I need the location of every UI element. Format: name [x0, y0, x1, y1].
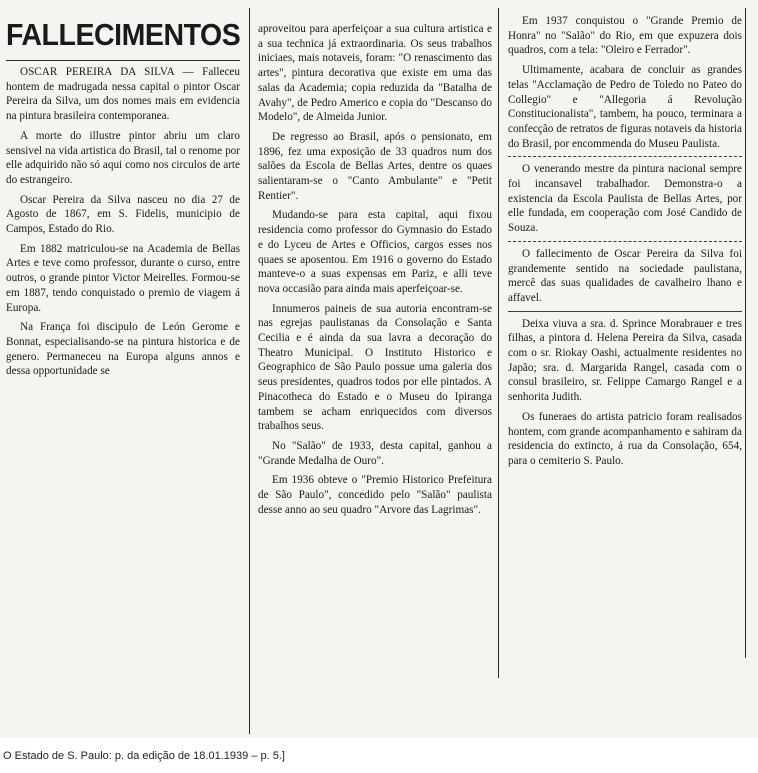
article-paragraph: A morte do illustre pintor abriu um claro sensivel na vida artistica do Brasil, tal o renome por elle adquirido não só aqui como nos circulos de arte do estrangeiro.	[6, 129, 240, 186]
article-paragraph: Em 1937 conquistou o "Grande Premio de Honra" no "Salão" do Rio, em que expuzera dois quadros, com a tela: "Oleiro e Ferrador".	[508, 15, 742, 57]
article-paragraph: O fallecimento de Oscar Pereira da Silva foi grandemente sentido na sociedade paulistana, mercê das suas qualidades de cavalheiro lhano e affavel.	[508, 247, 742, 304]
paragraph-separator	[508, 156, 742, 157]
article-paragraph: De regresso ao Brasil, após o pensionato, em 1896, fez uma exposição de 33 quadros num dos salões da Escola de Bellas Artes, dentre os quaes salientaram-se o "Canto Ambulante" e "Petit Rentier".	[258, 130, 492, 202]
article-column-1	[6, 16, 240, 728]
article-paragraph: Em 1882 matriculou-se na Academia de Bellas Artes e teve como professor, durante o curso, entre outros, o grande pintor Victor Meirelles. Formou-se em 1887, tendo conquistado o premio de viagem á Europa.	[6, 242, 240, 314]
paragraph-separator	[508, 311, 742, 312]
article-paragraph: Deixa viuva a sra. d. Sprince Morabrauer e tres filhas, a pintora d. Helena Pereira da Silva, casada com o sr. Riokay Oashi, actualmente residentes no Japão; sra. d. Margarida Rangel, casada com o consul brasileiro, sr. Felippe Camargo Rangel e a senhorita Judith.	[508, 317, 742, 404]
article-paragraph: Na França foi discipulo de León Gerome e Bonnat, especialisando-se na pintura historica e de genero. Permaneceu na Europa alguns annos e dessa opportunidade se	[6, 321, 240, 378]
column-rule	[498, 8, 499, 678]
article-paragraph: OSCAR PEREIRA DA SILVA — Falleceu hontem de madrugada nessa capital o pintor Oscar Pereira da Silva, um dos nomes mais em evidencia na pintura brasileira contemporanea.	[6, 66, 240, 123]
source-caption: O Estado de S. Paulo: p. da edição de 18.01.1939 – p. 5.]	[3, 750, 285, 762]
article-paragraph: Ultimamente, acabara de concluir as grandes telas "Acclamação de Pedro de Toledo no Pateo do Collegio" e "Allegoria á Revolução Constitucionalista", tambem, ha pouco, terminara a confecção de retratos de figuras notaveis da historia do Brasil, por encommenda do Museu Paulista.	[508, 64, 742, 150]
article-paragraph: Innumeros paineis de sua autoria encontram-se nas egrejas paulistanas da Consolação e Santa Cecilia e é ainda da sua lavra a decoração do Theatro Municipal. O Instituto Historico e Geographico de São Paulo possue uma galeria dos seus presidentes, quadros todos por elle pintados. A Pinacotheca do Estado e o Museu do Ipiranga tambem se acham enriquecidos com diversos trabalhos seus.	[258, 302, 492, 433]
paragraph-separator	[508, 241, 742, 242]
article-paragraph: No "Salão" de 1933, desta capital, ganhou a "Grande Medalha de Ouro".	[258, 439, 492, 467]
article-paragraph: aproveitou para aperfeiçoar a sua cultura artistica e a sua technica já extraordinaria. Os seus trabalhos iniciaes, mais notaveis, foram: "O renascimento das artes", pintura decorativa que existe em uma das salas da Academia; copia reduzida da "Batalha de Avahy", de Pedro Americo e copia do "Descanso do Modelo", de Almeida Junior.	[258, 23, 492, 124]
article-paragraph: O venerando mestre da pintura nacional sempre foi incansavel trabalhador. Demonstra-o a existencia da Escola Paulista de Bellas Artes, por elle fundada, em cooperação com José Candido de Souza.	[508, 163, 742, 235]
article-paragraph: Oscar Pereira da Silva nasceu no dia 27 de Agosto de 1867, em S. Fidelis, municipio de Campos, Estado do Rio.	[6, 193, 240, 236]
article-paragraph: Os funeraes do artista patricio foram realisados hontem, com grande acompanhamento e sahiram da residencia do extincto, á rua da Consolação, 654, para o cemiterio S. Paulo.	[508, 410, 742, 467]
article-column-3	[508, 14, 742, 728]
headline: FALLECIMENTOS	[6, 17, 240, 52]
column-rule	[745, 8, 746, 658]
article-paragraph: Em 1936 obteve o "Premio Historico Prefeitura de São Paulo", concedido pelo "Salão" paulista desse anno ao seu quadro "Arvore das Lagrimas".	[258, 474, 492, 516]
column-rule	[249, 8, 250, 734]
article-paragraph: Mudando-se para esta capital, aqui fixou residencia como professor do Gymnasio do Estado e do Lyceu de Artes e Officios, cargos esses nos quaes se aposentou. Em 1916 o governo do Estado manteve-o a suas expensas em Pariz, e alli teve nova occasião para ainda mais aperfeiçoar-se.	[258, 209, 492, 295]
headline-rule	[6, 60, 240, 61]
article-column-2	[258, 22, 492, 728]
